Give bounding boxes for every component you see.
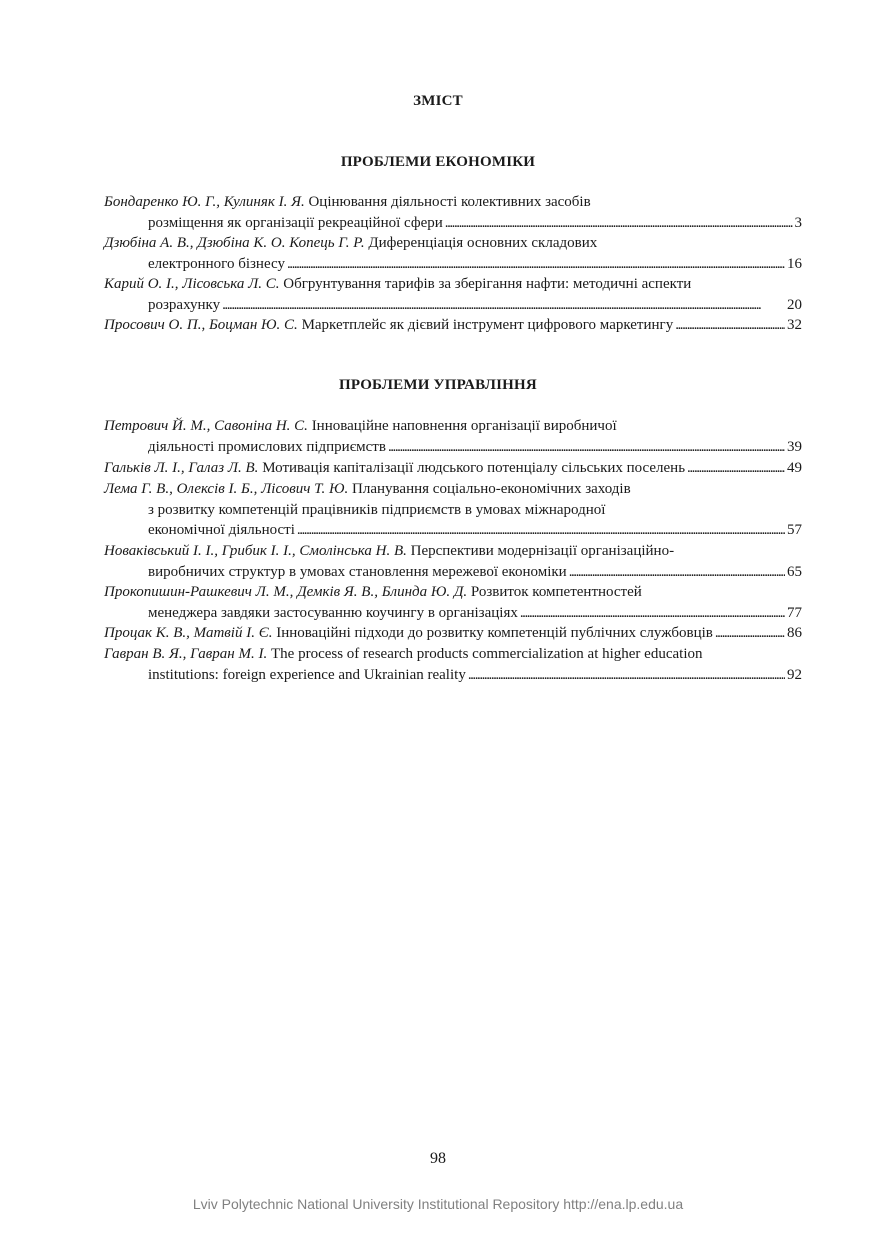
repository-footer: Lviv Polytechnic National University Institutional Repository http://ena.lp.edu.ua [192, 1196, 684, 1212]
entry-title-last-line: Мотивація капіталізації людського потенціалу сільських поселень [258, 460, 686, 476]
entry-page-number: 77 [787, 604, 802, 621]
entry-title-last-line: institutions: foreign experience and Ukrainian reality [148, 666, 466, 683]
entry-title-last-line: виробничих структур в умовах становлення мережевої економіки [148, 563, 567, 580]
entry-page-number: 92 [787, 666, 802, 683]
entry-page-number: 3 [794, 214, 802, 231]
page-title: ЗМІСТ [413, 93, 463, 109]
entry-page-number: 49 [787, 460, 802, 476]
dot-leader [687, 458, 785, 479]
entry-authors: Лема Г. В., Олексів І. Б., Лісович Т. Ю. [104, 481, 349, 497]
toc-entry[interactable] [104, 644, 802, 685]
dot-leader [388, 437, 785, 458]
entry-title-first-line: Обгрунтування тарифів за зберігання нафти: методичні аспекти [279, 276, 692, 292]
entry-authors: Процак К. В., Матвій І. Є. [104, 625, 273, 641]
entry-authors: Петрович Й. М., Савоніна Н. С. [104, 418, 308, 434]
section-heading-management: ПРОБЛЕМИ УПРАВЛІННЯ [339, 377, 537, 393]
entry-title-last-line: Маркетплейс як дієвий інструмент цифрового маркетингу [297, 317, 674, 333]
toc-entry[interactable] [104, 315, 802, 336]
entry-title-first-line: Розвиток компетентностей [467, 584, 642, 600]
dot-leader [222, 295, 785, 316]
dot-leader [675, 315, 785, 336]
entry-page-number: 20 [787, 296, 802, 313]
dot-leader [445, 213, 793, 234]
entry-title-first-line: Інноваційне наповнення організації виробничої [307, 418, 617, 434]
dot-leader [520, 603, 785, 624]
entry-title-first-line: Перспективи модернізації організаційно- [406, 543, 675, 559]
entry-title-continuation-line: з розвитку компетенцій працівників підприємств в умовах міжнародної [148, 501, 606, 518]
entry-title-last-line: менеджера завдяки застосуванню коучингу в організаціях [148, 604, 518, 621]
entry-page-number: 16 [787, 255, 802, 272]
entry-title-last-line: розміщення як організації рекреаційної сфери [148, 214, 443, 231]
entry-title-last-line: економічної діяльності [148, 522, 295, 538]
entry-authors: Гавран В. Я., Гавран М. І. [104, 646, 268, 662]
dot-leader [715, 623, 785, 644]
entry-page-number: 32 [787, 317, 802, 333]
section-heading-economics: ПРОБЛЕМИ ЕКОНОМІКИ [340, 154, 536, 170]
entry-title-last-line: Інноваційні підходи до розвитку компетенцій публічних службовців [272, 625, 713, 641]
toc-entry[interactable] [104, 479, 802, 541]
entry-page-number: 57 [787, 522, 802, 538]
dot-leader [297, 520, 785, 541]
toc-entry[interactable] [104, 458, 802, 479]
toc-entry[interactable] [104, 582, 802, 623]
entry-authors: Прокопишин-Рашкевич Л. М., Демків Я. В., Блинда Ю. Д. [104, 584, 468, 600]
toc-entry[interactable] [104, 541, 802, 582]
entry-title-last-line: електронного бізнесу [148, 255, 285, 272]
entry-title-first-line: Планування соціально-економічних заходів [348, 481, 631, 497]
entry-authors: Карий О. І., Лісовська Л. С. [104, 276, 280, 292]
entry-authors: Новаківський І. І., Грибик І. І., Смолінська Н. В. [104, 543, 407, 559]
entry-authors: Дзюбіна А. В., Дзюбіна К. О. Копець Г. Р. [104, 235, 365, 251]
toc-entry[interactable] [104, 192, 802, 233]
dot-leader [287, 254, 785, 275]
entry-page-number: 65 [787, 563, 802, 580]
page-number: 98 [430, 1150, 446, 1167]
entry-authors: Гальків Л. І., Галаз Л. В. [104, 460, 259, 476]
toc-entry[interactable] [104, 274, 802, 315]
dot-leader [569, 562, 785, 583]
entry-page-number: 39 [787, 438, 802, 455]
entry-authors: Бондаренко Ю. Г., Кулиняк І. Я. [104, 194, 305, 210]
entry-title-first-line: Оцінювання діяльності колективних засобів [304, 194, 591, 210]
entry-title-last-line: діяльності промислових підприємств [148, 438, 386, 455]
toc-entry[interactable] [104, 623, 802, 644]
toc-entry[interactable] [104, 416, 802, 457]
entry-title-last-line: розрахунку [148, 296, 221, 313]
entry-page-number: 86 [787, 625, 802, 641]
entry-title-first-line: The process of research products commercialization at higher education [267, 646, 703, 662]
dot-leader [468, 665, 785, 686]
toc-entry[interactable] [104, 233, 802, 274]
entry-title-first-line: Диференціація основних складових [364, 235, 598, 251]
entry-authors: Просович О. П., Боцман Ю. С. [104, 317, 298, 333]
